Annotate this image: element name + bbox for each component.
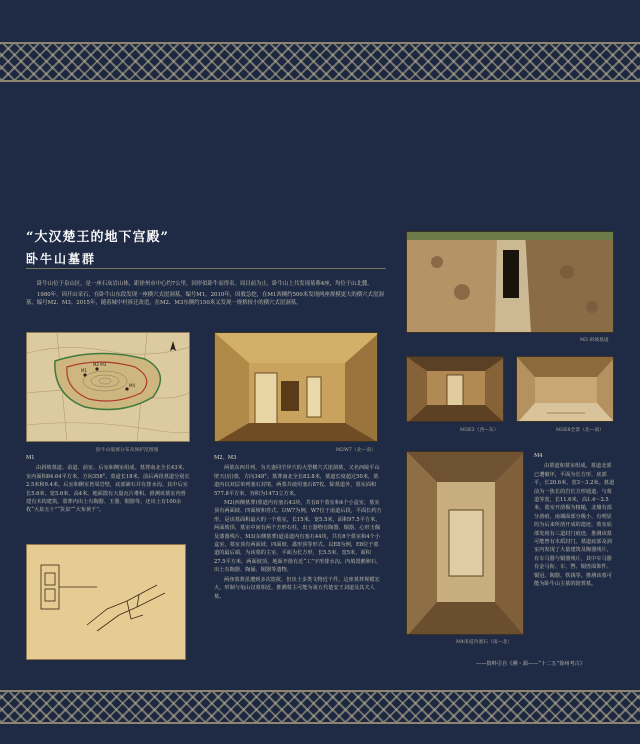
tomb-distribution-map bbox=[26, 332, 190, 442]
photo-m3e3 bbox=[406, 356, 504, 422]
map-graphic bbox=[27, 333, 190, 442]
m1-title: M1 bbox=[26, 455, 35, 461]
photo-m3e8 bbox=[516, 356, 614, 422]
bottom-decorative-band bbox=[0, 690, 640, 724]
map-label-m4: M4 bbox=[129, 383, 135, 388]
photo-m3-slope-road bbox=[406, 231, 614, 333]
source-credit: ——资料引自《溯・源——“十二五”徐州考古》 bbox=[476, 661, 586, 667]
photo-m3e8-graphic bbox=[517, 357, 614, 422]
m1-text-block bbox=[26, 454, 190, 516]
intro-text bbox=[26, 280, 390, 310]
heading-divider bbox=[26, 268, 386, 269]
m3e3-caption: M3E3（西—东） bbox=[460, 428, 499, 433]
top-decorative-band bbox=[0, 42, 640, 82]
m4-text-block bbox=[534, 452, 616, 590]
m23-paragraph-2: M2(西侧墓葬)墓道内有塞石43块，共有8个墓室和4个小盒室，墓室顶有两面坡、四面坡和券式。以W7为例，W7位于甬道后段，平面长约方形，是该墓面积最大的一个墓室，长15米、宽5.5米，面积97.5平方米，两面坡顶，墓室中间有两个方形石柱，出土器物有陶器、铜器、心形玉佩及漆器残片。M3(东侧墓葬)道甬道内有塞石44块，共有8个墓室和4个小盒室，墓室顶有两面坡、四面坡、盝形顶等形式。以E8为例，E8位于墓道的最后端，为该墓的主室，平面为长方形，长5.5米、宽5米，面积27.5平方米，两面坡顶。地面开凿有近“工”字形排水沟。内填置鹅卵石，出土有陶器、陶俑、铜器等遗物。 bbox=[214, 500, 382, 574]
m23-paragraph-1: 两墓东西并列，为夫妻同茔异穴的大型横穴式崖洞墓，又名西陵平山壁天(启)墓，方向348°。墓葬南北全长82.8米，墓道长度超过50米，墓道内以双层单列塞石封堵，两墓共使用塞石87枚。除墓道外，墓室面积577.8平方米，容积为1473立方米。 bbox=[214, 465, 380, 497]
m3e8-caption: M3E8全景（北—南） bbox=[556, 428, 605, 433]
photo-m3-slope-road-graphic bbox=[407, 232, 614, 333]
photo-m4-corridor bbox=[406, 451, 524, 635]
m4-caption: M4甬道内塞石（南—北） bbox=[456, 640, 512, 645]
photo-m2w7 bbox=[214, 332, 378, 442]
section-heading: “大汉楚王的地下宫殿” bbox=[26, 230, 169, 245]
map-caption: 卧牛山墓群分布及保护范围图 bbox=[96, 448, 159, 453]
m23-paragraph-3: 两座墓葬虽遭到多次盗扰，但出土多类文物近千件。这座墓葬规模宏大，形制与龟山汉墓相近，推测墓主可能为第五代楚安王刘道及其夫人墓。 bbox=[214, 576, 380, 600]
map-label-m23: M2 M3 bbox=[93, 362, 107, 367]
intro-paragraph-1: 卧牛山位于泉山区，是一座石灰岩山体，距徐州市中心约7公里，因形似卧牛而得名。周目前为止，卧牛山上共发现墓葬4座，均位于山北麓。 bbox=[37, 281, 373, 287]
m3-slope-road-caption: M3 斜坡墓道 bbox=[580, 338, 609, 343]
photo-m4-corridor-graphic bbox=[407, 452, 524, 635]
m1-paragraph: 由斜坡墓道、甬道、前室、后室和侧室组成。墓葬南北全长43米，室内面积84.64平方米，方向358°。墓道长18米，前后两段墓道分别长2.5米和9.4米。后室和侧室皆周岩壁，底部铺石并有排水沟。其中后室长5.6米、宽5.6米、高4米。地面散有大量瓦片堆积。推测该墓室内曾建有木构建筑。墓葬内出土有陶器、玉器、铜器等，还出土有100余枚“大泉五十”“货泉”“大布黄千”。 bbox=[26, 465, 190, 514]
section-subheading: 卧牛山墓群 bbox=[26, 252, 97, 266]
map-label-m1: M1 bbox=[81, 368, 87, 373]
m1-plan-drawing bbox=[26, 544, 186, 660]
m4-paragraph: 由墓道和墓室组成。墓道北部已遭破坏，平面为长方形，底部平，长20.6米、宽3～3.2米。墓道前为一狭长的岩长方形通道，与墓道等宽，长11.6米，高1.4～2.5米。墓室开凿极为粗糙，北墙有部分凿痕，南墙面部分极小，有明显的为后来所凿开成的遗迹，墓室底部发现有三道封门痕迹，推测该墓可能曾有木质封门。墓道底部及洞室内发现了大量建筑及陶器残片，有车马器与铜器残片，其中车马器有金马衔、车、辔、铜兽面饰件、铜冠、陶器、铁钱等。推测该墓可能为卧牛山主墓的陪葬墓。 bbox=[534, 463, 615, 588]
m23-title: M2、M3 bbox=[214, 455, 237, 461]
intro-paragraph-2: 1980年，因开山采石，在卧牛山东段发现一座横穴式崖洞墓，编号M1。2010年，因救急挖，在M1西侧约500米发现两座规模更大的横穴式崖洞墓，编号M2、M3。2015年，随着城中村拆迁改造，在M2、M3东侧约150米又发现一规格较小的横穴式崖洞墓。 bbox=[26, 291, 384, 307]
m2w7-caption: M2W7（北—南） bbox=[336, 448, 376, 453]
photo-m2w7-graphic bbox=[215, 333, 378, 442]
photo-m3e3-graphic bbox=[407, 357, 504, 422]
m1-plan-graphic bbox=[27, 545, 186, 660]
m23-text-block bbox=[214, 454, 382, 602]
m4-title: M4 bbox=[534, 453, 543, 459]
